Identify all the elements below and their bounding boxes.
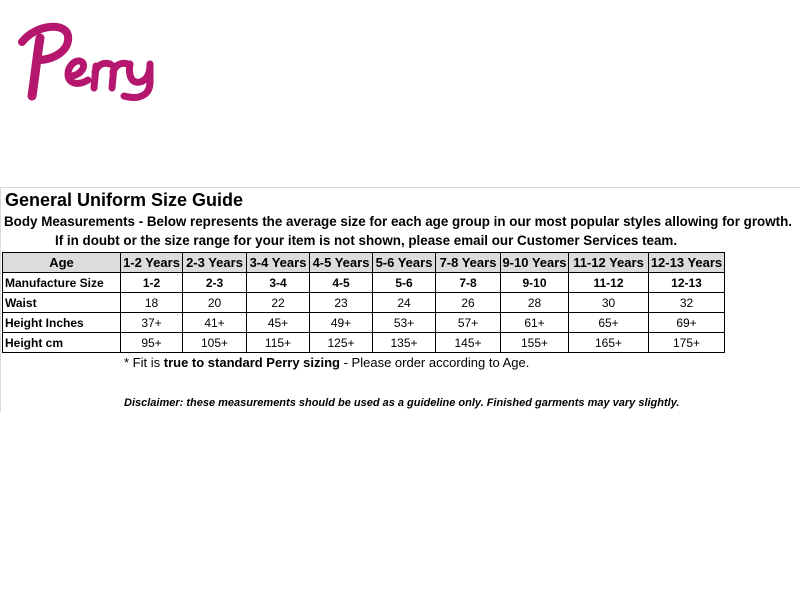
table-cell: 20 [183,293,247,313]
table-cell: 12-13 [649,273,725,293]
table-cell: 32 [649,293,725,313]
header-cell: 5-6 Years [373,253,436,273]
table-cell: 1-2 [121,273,183,293]
table-cell: 4-5 [310,273,373,293]
table-cell: 22 [247,293,310,313]
table-header-row [3,253,725,273]
table-row [3,333,725,353]
row-label: Manufacture Size [3,273,121,293]
table-cell: 125+ [310,333,373,353]
table-cell: 26 [436,293,501,313]
table-cell: 37+ [121,313,183,333]
header-cell: 7-8 Years [436,253,501,273]
table-cell: 30 [569,293,649,313]
table-cell: 69+ [649,313,725,333]
header-cell: 4-5 Years [310,253,373,273]
disclaimer: Disclaimer: these measurements should be used as a guideline only. Finished garments may vary slightly. [124,397,680,409]
table-cell: 135+ [373,333,436,353]
table-cell: 5-6 [373,273,436,293]
description-line-1: Body Measurements - Below represents the average size for each age group in our most popular styles allowing for growth. [4,214,792,229]
table-row [3,273,725,293]
table-cell: 23 [310,293,373,313]
table-cell: 3-4 [247,273,310,293]
table-cell: 155+ [501,333,569,353]
fit-note-emphasis: true to standard Perry sizing [163,355,340,370]
row-label: Height Inches [3,313,121,333]
table-cell: 165+ [569,333,649,353]
size-guide-sheet [0,187,800,412]
table-cell: 145+ [436,333,501,353]
table-cell: 7-8 [436,273,501,293]
row-label: Height cm [3,333,121,353]
perry-logo [16,16,158,102]
table-cell: 11-12 [569,273,649,293]
table-cell: 95+ [121,333,183,353]
header-cell: 1-2 Years [121,253,183,273]
table-cell: 2-3 [183,273,247,293]
table-cell: 9-10 [501,273,569,293]
header-cell: 11-12 Years [569,253,649,273]
row-label: Waist [3,293,121,313]
table-cell: 45+ [247,313,310,333]
header-cell: 3-4 Years [247,253,310,273]
size-table [2,252,725,353]
header-cell: 12-13 Years [649,253,725,273]
table-cell: 28 [501,293,569,313]
table-cell: 61+ [501,313,569,333]
table-cell: 57+ [436,313,501,333]
header-cell: 9-10 Years [501,253,569,273]
table-cell: 18 [121,293,183,313]
table-row [3,313,725,333]
description-line-2: If in doubt or the size range for your item is not shown, please email our Customer Services team. [55,233,678,248]
table-cell: 49+ [310,313,373,333]
table-cell: 105+ [183,333,247,353]
fit-note [124,355,529,370]
fit-note-prefix: * Fit is [124,355,164,370]
table-cell: 53+ [373,313,436,333]
header-cell: Age [3,253,121,273]
table-cell: 115+ [247,333,310,353]
table-cell: 41+ [183,313,247,333]
table-row [3,293,725,313]
table-cell: 175+ [649,333,725,353]
page-title: General Uniform Size Guide [5,190,244,210]
fit-note-suffix: - Please order according to Age. [340,355,530,370]
header-cell: 2-3 Years [183,253,247,273]
table-cell: 24 [373,293,436,313]
table-cell: 65+ [569,313,649,333]
